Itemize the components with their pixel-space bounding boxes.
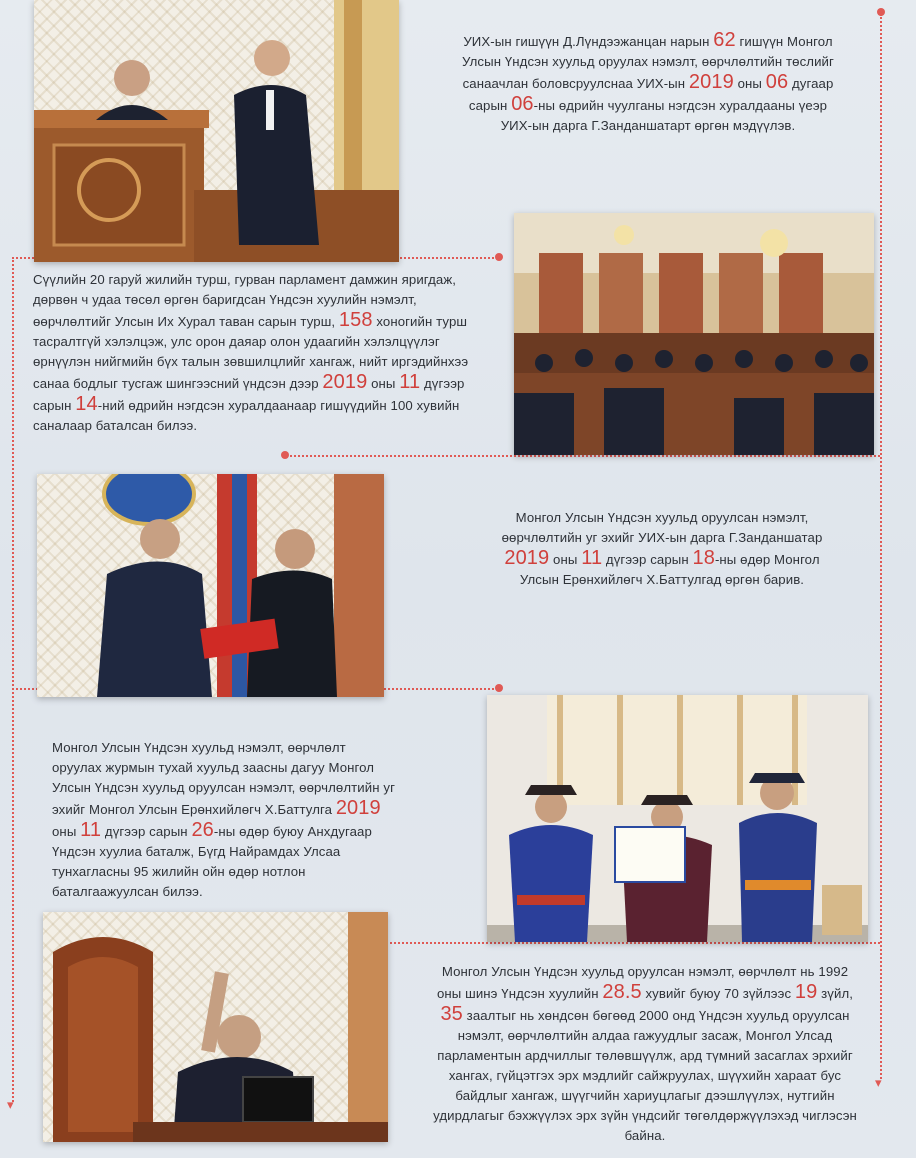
timeline-bullet [495,684,503,692]
timeline-h4 [390,942,880,944]
timeline-right-top [880,14,882,1079]
photo-voting-hand [43,912,388,1142]
timeline-h2 [285,455,880,457]
section-2-text: Сүүлийн 20 гаруй жилийн турш, гурван парламент дамжин яригдаж, дөрвөн ч удаа төсөл өргөн баригдсан Үндсэн хуулийн нэмэлт, өөрчлөлтийг Улсын Их Хурал таван сарын турш, 158 хоногийн турш тасралтгүй хэлэлцэж, улс орон даяар олон удаагийн хэлэлцүүлэг өрнүүлэн нийгмийн бүх талын зөвшилцлийг хангаж, нийт иргэдийнхээ санаа бодлыг тусгаж шингээсний үндсэн дээр 2019 оны 11 дүгээр сарын 14-ний өдрийн нэгдсэн хуралдаанаар гишүүдийн 100 хувийн саналаар баталсан билээ. [33,272,469,433]
section-4-text: Монгол Улсын Үндсэн хуульд нэмэлт, өөрчлөлт оруулах журмын тухай хуульд заасны дагуу Монгол Улсын Үндсэн хуульд оруулсан нэмэлт, өөрчлөлтийн уг эхийг Монгол Улсын Ерөнхийлөгч Х.Баттулга 2019 оны 11 дүгээр сарын 26-ны өдөр буюу Анхдугаар Үндсэн хуулиа баталж, Бүгд Найрамдах Улсаа тунхагласны 95 жилийн ойн өдөр нотлон баталгаажуулсан билээ. [52,740,395,899]
timeline-bullet [495,253,503,261]
section-1-text: УИХ-ын гишүүн Д.Лүндээжанцан нарын 62 гишүүн Монгол Улсын Үндсэн хуульд оруулах нэмэлт, өөрчлөлтийн төслийг санаачлан боловсруулснаа УИХ-ын 2019 оны 06 дугаар сарын 06-ны өдрийн чуулганы нэгдсэн хуралдааны үеэр УИХ-ын дарга Г.Занданшатарт өргөн мэдүүлэв. [462,29,834,133]
timeline-bullet [281,451,289,459]
timeline-left [12,260,14,1102]
photo-plenary-session [514,213,874,455]
photo-parliament-submission [34,0,399,262]
arrow-down-icon: ▾ [875,1075,882,1090]
photo-handover-president [37,474,384,697]
section-3-text: Монгол Улсын Үндсэн хуульд оруулсан нэмэлт, өөрчлөлтийн уг эхийг УИХ-ын дарга Г.Занданшатар 2019 оны 11 дүгээр сарын 18-ны өдөр Монгол Улсын Ерөнхийлөгч Х.Баттулгад өргөн барив. [501,510,823,587]
timeline-bullet [877,8,885,16]
arrow-down-icon: ▾ [7,1097,14,1112]
photo-ceremony [487,695,868,942]
section-5-text: Монгол Улсын Үндсэн хуульд оруулсан нэмэлт, өөрчлөлт нь 1992 оны шинэ Үндсэн хуулийн 28.5 хувийг буюу 70 зүйлээс 19 зүйл, 35 заалтыг нь хөндсөн бөгөөд 2000 онд Үндсэн хуульд оруулсан нэмэлт, өөрчлөлтийн алдаа гажуудлыг засаж, Монгол Улсад парламентын ардчиллыг төлөвшүүлж, ард түмний засаглах эрхийг хангах, гүйцэтгэх эрх мэдлийг сайжруулах, шүүхийн хараат бус байдлыг хангаж, шүүгчийн хариуцлагыг дээшлүүлэх, нутгийн удирдлагыг бэхжүүлэх эрх зүйн үндсийг төгөлдөржүүлэхэд чиглэсэн байна. [433,964,857,1143]
